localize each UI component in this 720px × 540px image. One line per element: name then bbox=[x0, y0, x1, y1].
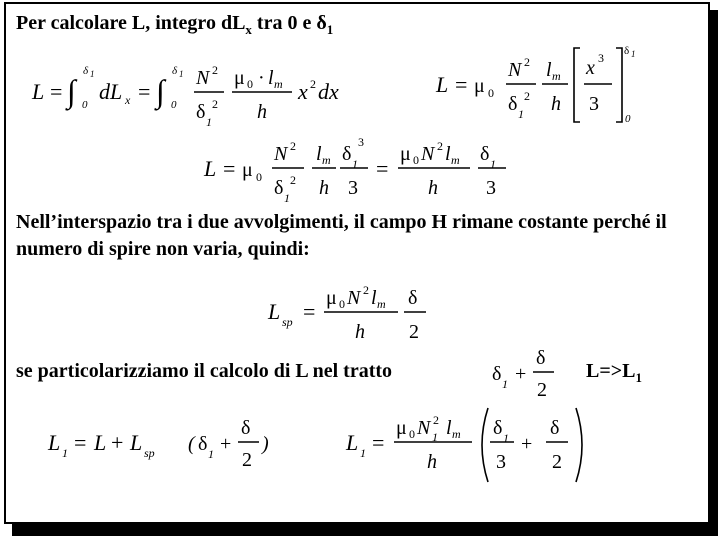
svg-text:=: = bbox=[376, 156, 389, 181]
svg-text:2: 2 bbox=[409, 321, 419, 343]
result-sub: 1 bbox=[635, 370, 642, 385]
svg-text:δ: δ bbox=[624, 45, 630, 57]
svg-text:m: m bbox=[452, 427, 461, 441]
svg-text:1: 1 bbox=[352, 157, 358, 171]
svg-text:μ: μ bbox=[400, 143, 411, 165]
svg-text:h: h bbox=[319, 177, 329, 199]
svg-text:1: 1 bbox=[503, 431, 509, 445]
svg-text:(: ( bbox=[188, 433, 195, 455]
svg-text:=: = bbox=[223, 156, 236, 181]
svg-text:0: 0 bbox=[247, 77, 253, 91]
svg-text:2: 2 bbox=[437, 139, 443, 153]
svg-text:∫: ∫ bbox=[156, 73, 165, 109]
svg-text:L: L bbox=[48, 430, 61, 455]
svg-text:=: = bbox=[50, 79, 63, 104]
svg-text:δ: δ bbox=[196, 101, 206, 123]
svg-text:h: h bbox=[428, 177, 438, 199]
svg-text:1: 1 bbox=[284, 191, 290, 205]
svg-text:δ: δ bbox=[493, 417, 503, 439]
svg-text:h: h bbox=[355, 321, 365, 343]
svg-text:μ: μ bbox=[474, 75, 485, 97]
svg-text:δ: δ bbox=[172, 65, 178, 77]
svg-text:m: m bbox=[274, 77, 283, 91]
svg-text:+: + bbox=[111, 430, 124, 455]
svg-text:l: l bbox=[445, 143, 451, 165]
svg-text:0: 0 bbox=[409, 427, 415, 441]
svg-text:l: l bbox=[268, 67, 274, 89]
svg-text:2: 2 bbox=[242, 449, 252, 471]
svg-text:1: 1 bbox=[90, 69, 95, 79]
svg-text:·: · bbox=[258, 67, 265, 89]
svg-text:N: N bbox=[347, 287, 361, 309]
svg-text:h: h bbox=[551, 93, 561, 115]
svg-text:1: 1 bbox=[631, 49, 636, 59]
svg-text:L: L bbox=[204, 156, 217, 181]
svg-text:2: 2 bbox=[212, 97, 218, 111]
svg-text:δ: δ bbox=[408, 287, 418, 309]
svg-text:1: 1 bbox=[206, 115, 212, 129]
svg-text:=: = bbox=[372, 430, 385, 455]
svg-text:0: 0 bbox=[625, 113, 631, 125]
svg-text:2: 2 bbox=[290, 173, 296, 187]
heading-sub-1: 1 bbox=[326, 22, 334, 37]
svg-text:=: = bbox=[455, 72, 468, 97]
heading-delta: δ bbox=[316, 12, 327, 34]
svg-text:N: N bbox=[417, 417, 431, 439]
svg-text:x: x bbox=[298, 79, 308, 104]
svg-text:1: 1 bbox=[360, 446, 366, 460]
svg-text:L: L bbox=[436, 72, 449, 97]
svg-text:δ: δ bbox=[508, 93, 518, 115]
svg-text:1: 1 bbox=[490, 157, 496, 171]
explanation-paragraph: Nell’interspazio tra i due avvolgimenti, il campo H rimane costante perché il numero di spire non varia, quindi: bbox=[16, 211, 667, 260]
formula-l1-final bbox=[6, 4, 706, 504]
svg-text:0: 0 bbox=[488, 86, 494, 100]
svg-text:L: L bbox=[130, 430, 143, 455]
svg-text:2: 2 bbox=[524, 89, 530, 103]
svg-text:L: L bbox=[32, 79, 45, 104]
svg-text:1: 1 bbox=[432, 430, 438, 444]
svg-text:m: m bbox=[322, 153, 331, 167]
svg-text:): ) bbox=[262, 433, 269, 455]
svg-text:2: 2 bbox=[433, 413, 439, 427]
svg-text:δ: δ bbox=[492, 363, 502, 385]
svg-text:2: 2 bbox=[524, 55, 530, 69]
svg-text:1: 1 bbox=[518, 107, 524, 121]
svg-text:μ: μ bbox=[242, 159, 253, 181]
svg-text:1: 1 bbox=[502, 377, 508, 391]
svg-text:sp: sp bbox=[144, 446, 155, 460]
svg-text:N: N bbox=[196, 67, 210, 89]
svg-text:L: L bbox=[346, 430, 359, 455]
svg-text:l: l bbox=[371, 287, 377, 309]
svg-text:0: 0 bbox=[171, 99, 177, 111]
svg-text:2: 2 bbox=[537, 379, 547, 401]
svg-text:N: N bbox=[508, 59, 522, 81]
svg-text:μ: μ bbox=[234, 67, 245, 89]
svg-text:L: L bbox=[94, 430, 107, 455]
svg-text:δ: δ bbox=[536, 347, 546, 369]
svg-text:+: + bbox=[220, 433, 232, 455]
svg-text:m: m bbox=[451, 153, 460, 167]
heading-tail: tra 0 e bbox=[251, 12, 317, 34]
svg-text:2: 2 bbox=[310, 77, 316, 91]
svg-text:+: + bbox=[521, 433, 533, 455]
svg-text:μ: μ bbox=[326, 287, 337, 309]
svg-text:l: l bbox=[316, 143, 322, 165]
slide-frame bbox=[4, 2, 710, 524]
svg-text:2: 2 bbox=[363, 283, 369, 297]
svg-text:sp: sp bbox=[282, 315, 293, 329]
svg-text:2: 2 bbox=[552, 451, 562, 473]
svg-text:δ: δ bbox=[198, 433, 208, 455]
svg-text:2: 2 bbox=[212, 63, 218, 77]
svg-text:∫: ∫ bbox=[67, 73, 76, 109]
svg-text:δ: δ bbox=[342, 143, 352, 165]
svg-text:m: m bbox=[552, 69, 561, 83]
svg-text:x: x bbox=[586, 57, 595, 79]
svg-text:3: 3 bbox=[348, 177, 358, 199]
svg-text:=: = bbox=[303, 299, 316, 324]
svg-text:2: 2 bbox=[290, 139, 296, 153]
svg-text:=: = bbox=[74, 430, 87, 455]
svg-text:δ: δ bbox=[480, 143, 490, 165]
svg-text:1: 1 bbox=[179, 69, 184, 79]
svg-text:1: 1 bbox=[208, 447, 214, 461]
svg-text:3: 3 bbox=[486, 177, 496, 199]
svg-text:=: = bbox=[138, 79, 151, 104]
svg-text:δ: δ bbox=[274, 177, 284, 199]
condition-text: se particolarizziamo il calcolo di L nel tratto bbox=[16, 360, 393, 382]
svg-text:0: 0 bbox=[413, 153, 419, 167]
heading-sub-x: x bbox=[245, 22, 252, 37]
svg-text:+: + bbox=[515, 363, 527, 385]
svg-text:N: N bbox=[421, 143, 435, 165]
svg-text:dL: dL bbox=[99, 79, 123, 104]
svg-text:h: h bbox=[257, 101, 267, 123]
svg-text:m: m bbox=[377, 297, 386, 311]
svg-text:0: 0 bbox=[82, 99, 88, 111]
svg-text:3: 3 bbox=[358, 135, 364, 149]
svg-text:0: 0 bbox=[256, 170, 262, 184]
svg-text:dx: dx bbox=[318, 79, 339, 104]
svg-text:3: 3 bbox=[589, 93, 599, 115]
svg-text:0: 0 bbox=[339, 297, 345, 311]
svg-text:δ: δ bbox=[550, 417, 560, 439]
result-text: L=>L bbox=[586, 360, 636, 382]
svg-text:δ: δ bbox=[241, 417, 251, 439]
svg-text:l: l bbox=[546, 59, 552, 81]
svg-text:1: 1 bbox=[62, 446, 68, 460]
svg-text:L: L bbox=[268, 299, 281, 324]
svg-text:N: N bbox=[274, 143, 288, 165]
svg-text:3: 3 bbox=[598, 51, 604, 65]
svg-text:x: x bbox=[125, 93, 131, 107]
svg-text:μ: μ bbox=[396, 417, 407, 439]
svg-text:δ: δ bbox=[83, 65, 89, 77]
heading-text: Per calcolare L, integro dL bbox=[16, 12, 246, 34]
svg-text:l: l bbox=[446, 417, 452, 439]
svg-text:h: h bbox=[427, 451, 437, 473]
svg-text:3: 3 bbox=[496, 451, 506, 473]
